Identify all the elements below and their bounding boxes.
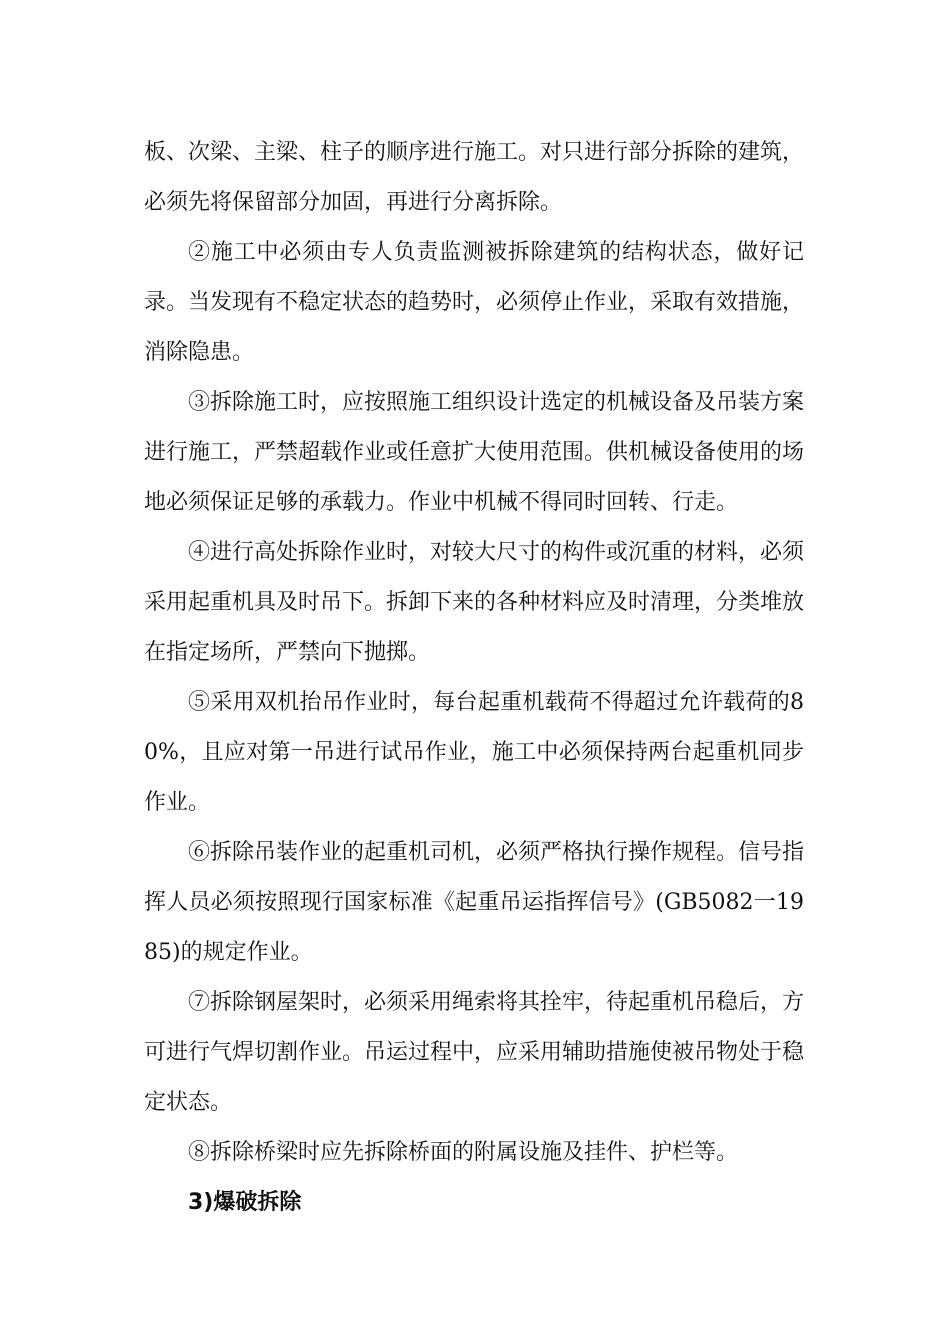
paragraph-item-4: ④进行高处拆除作业时，对较大尺寸的构件或沉重的材料，必须采用起重机具及时吊下。拆卸下来的各种材料应及时清理，分类堆放在指定场所，严禁向下抛掷。 [144, 540, 805, 665]
section-heading: 3)爆破拆除 [188, 1190, 302, 1215]
paragraph-item-3: ③拆除施工时，应按照施工组织设计选定的机械设备及吊装方案进行施工，严禁超载作业或任意扩大使用范围。供机械设备使用的场地必须保证足够的承载力。作业中机械不得同时回转、行走。 [144, 390, 805, 515]
paragraph-continuation: 板、次梁、主梁、柱子的顺序进行施工。对只进行部分拆除的建筑，必须先将保留部分加固，再进行分离拆除。 [144, 140, 805, 215]
paragraph-item-6: ⑥拆除吊装作业的起重机司机，必须严格执行操作规程。信号指挥人员必须按照现行国家标准《起重吊运指挥信号》(GB5082一1985)的规定作业。 [144, 840, 805, 965]
paragraph-item-8: ⑧拆除桥梁时应先拆除桥面的附属设施及挂件、护栏等。 [188, 1140, 739, 1165]
paragraph-item-2: ②施工中必须由专人负责监测被拆除建筑的结构状态，做好记录。当发现有不稳定状态的趋势时，必须停止作业，采取有效措施，消除隐患。 [144, 240, 805, 365]
paragraph-item-7: ⑦拆除钢屋架时，必须采用绳索将其拴牢，待起重机吊稳后，方可进行气焊切割作业。吊运过程中，应采用辅助措施使被吊物处于稳定状态。 [144, 990, 805, 1115]
paragraph-item-5: ⑤采用双机抬吊作业时，每台起重机载荷不得超过允许载荷的80%，且应对第一吊进行试吊作业，施工中必须保持两台起重机同步作业。 [144, 690, 804, 815]
document-body [144, 128, 804, 1228]
